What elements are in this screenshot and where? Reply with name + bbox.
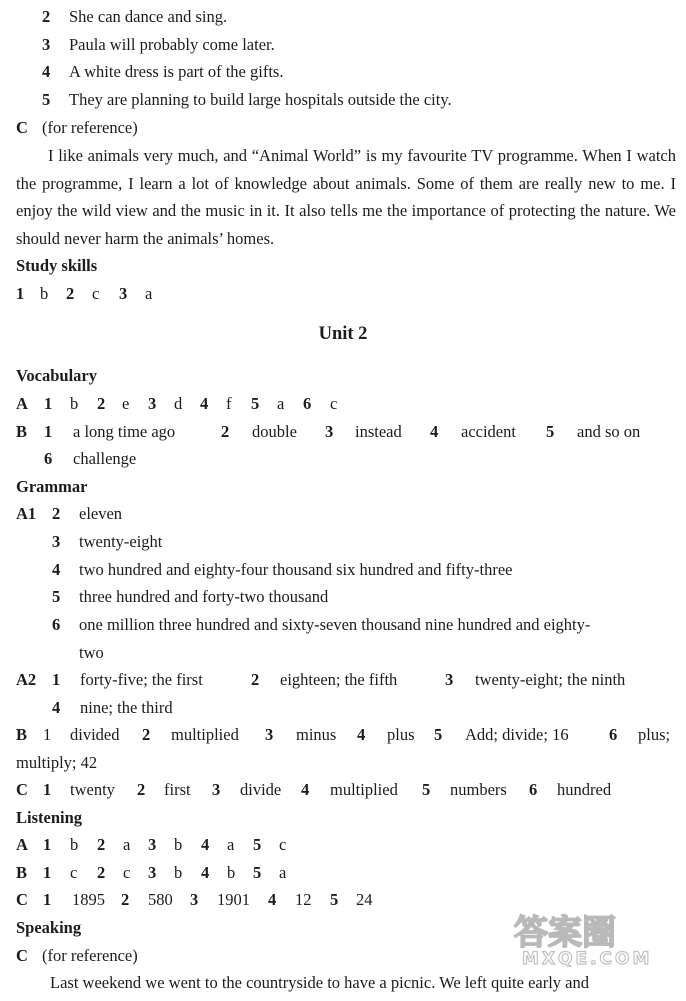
answer-value: a [145, 284, 153, 303]
section-letter: C [16, 780, 28, 799]
answer-value: c [123, 863, 131, 882]
item-number: 3 [42, 35, 51, 54]
answer-value: one million three hundred and sixty-seven thousand nine hundred and eighty- [79, 615, 591, 634]
answer-value: double [252, 422, 297, 441]
section-label: (for reference) [42, 118, 138, 137]
answer-number: 6 [529, 780, 538, 799]
section-label: (for reference) [42, 946, 138, 965]
watermark-url: MXQE.COM [522, 949, 653, 968]
answer-number: 5 [253, 863, 262, 882]
answer-number: 3 [52, 532, 61, 551]
answer-number: 2 [97, 863, 106, 882]
section-letter: C [16, 946, 28, 965]
answer-number: 1 [43, 863, 52, 882]
section-letter: A [16, 394, 28, 413]
answer-value: b [70, 835, 79, 854]
answer-number: 1 [43, 725, 52, 744]
item-number: 5 [42, 90, 51, 109]
section-letter: B [16, 863, 28, 882]
answer-number: 3 [265, 725, 274, 744]
answer-number: 3 [445, 670, 454, 689]
reference-paragraph: I like animals very much, and “Animal World” is my favourite TV programme. When I watch the programme, I learn a lot of knowledge about animals. Some of them are really new to me. I enjoy the wild view and the music in it. It also tells me the importance of protecting the nature. We should never harm the animals’ homes. [16, 146, 676, 248]
answer-value: Add; divide; 16 [465, 725, 569, 744]
answer-value: instead [355, 422, 402, 441]
answer-number: 5 [422, 780, 431, 799]
item-text: She can dance and sing. [69, 7, 228, 26]
answer-number: 2 [221, 422, 230, 441]
answer-number: 5 [330, 890, 339, 909]
answer-number: 1 [52, 670, 61, 689]
answer-value: twenty [70, 780, 115, 799]
answer-number: 2 [97, 835, 106, 854]
section-letter: C [16, 118, 28, 137]
answer-value: minus [296, 725, 337, 744]
answer-number: 6 [52, 615, 61, 634]
answer-number: 4 [201, 835, 210, 854]
answer-value: eighteen; the fifth [280, 670, 398, 689]
watermark-text: 答案圈 [514, 913, 616, 953]
answer-value: b [174, 863, 183, 882]
answer-value: eleven [79, 504, 123, 523]
answer-value: multiply; 42 [16, 753, 98, 772]
answer-number: 2 [97, 394, 106, 413]
answer-value: a [227, 835, 235, 854]
answer-value: two hundred and eighty-four thousand six hundred and fifty-three [79, 560, 513, 579]
answer-value: challenge [73, 449, 137, 468]
answer-value: three hundred and forty-two thousand [79, 587, 329, 606]
answer-value: hundred [557, 780, 612, 799]
listening-heading: Listening [16, 808, 83, 827]
section-label: A2 [16, 670, 37, 689]
answer-number: 4 [268, 890, 277, 909]
section-label: A1 [16, 504, 37, 523]
answer-number: 1 [44, 422, 53, 441]
answer-number: 2 [137, 780, 146, 799]
answer-number: 6 [303, 394, 312, 413]
answer-value: 24 [356, 890, 373, 909]
answer-number: 3 [148, 835, 157, 854]
answer-value: numbers [450, 780, 507, 799]
answer-value: b [40, 284, 49, 303]
answer-number: 1 [43, 835, 52, 854]
answer-value: a [123, 835, 131, 854]
answer-value: two [79, 643, 104, 662]
answer-value: plus; [638, 725, 671, 744]
answer-value: e [122, 394, 130, 413]
speaking-paragraph: Last weekend we went to the countryside to have a picnic. We left quite early and [50, 973, 590, 992]
answer-number: 3 [119, 284, 128, 303]
answer-number: 3 [325, 422, 334, 441]
answer-number: 1 [43, 780, 52, 799]
answer-value: c [92, 284, 100, 303]
item-number: 4 [42, 62, 51, 81]
answer-value: c [279, 835, 287, 854]
answer-number: 2 [142, 725, 151, 744]
answer-number: 4 [301, 780, 310, 799]
answer-number: 3 [212, 780, 221, 799]
answer-number: 2 [121, 890, 130, 909]
answer-value: c [330, 394, 338, 413]
item-number: 2 [42, 7, 51, 26]
answer-value: twenty-eight [79, 532, 163, 551]
watermark-logo [508, 908, 684, 968]
answer-number: 4 [430, 422, 439, 441]
answer-number: 5 [251, 394, 260, 413]
answer-value: 1901 [217, 890, 250, 909]
answer-number: 4 [52, 698, 61, 717]
answer-number: 4 [201, 863, 210, 882]
speaking-heading: Speaking [16, 918, 82, 937]
answer-number: 5 [546, 422, 555, 441]
answer-value: b [174, 835, 183, 854]
answer-value: 580 [148, 890, 173, 909]
answer-value: a long time ago [73, 422, 176, 441]
answer-value: plus [387, 725, 415, 744]
unit-title: Unit 2 [318, 324, 368, 344]
answer-value: multiplied [330, 780, 398, 799]
answer-value: divided [70, 725, 120, 744]
answer-number: 4 [357, 725, 366, 744]
answer-number: 3 [148, 863, 157, 882]
item-text: They are planning to build large hospitals outside the city. [69, 90, 452, 109]
answer-value: 1895 [72, 890, 105, 909]
answer-value: multiplied [171, 725, 239, 744]
answer-number: 5 [434, 725, 443, 744]
answer-number: 4 [52, 560, 61, 579]
answer-number: 6 [609, 725, 618, 744]
item-text: Paula will probably come later. [69, 35, 275, 54]
answer-value: f [226, 394, 232, 413]
section-letter: C [16, 890, 28, 909]
answer-number: 2 [251, 670, 260, 689]
answer-value: b [70, 394, 79, 413]
answer-value: accident [461, 422, 516, 441]
section-letter: B [16, 422, 28, 441]
answer-number: 4 [200, 394, 209, 413]
answer-value: twenty-eight; the ninth [475, 670, 626, 689]
answer-value: 12 [295, 890, 312, 909]
answer-number: 5 [253, 835, 262, 854]
grammar-heading: Grammar [16, 477, 88, 496]
section-letter: A [16, 835, 28, 854]
section-letter: B [16, 725, 28, 744]
vocabulary-heading: Vocabulary [16, 366, 97, 385]
answer-number: 3 [190, 890, 199, 909]
answer-value: forty-five; the first [80, 670, 203, 689]
study-skills-heading: Study skills [16, 256, 98, 275]
answer-value: a [279, 863, 287, 882]
answer-number: 1 [16, 284, 25, 303]
answer-number: 2 [52, 504, 61, 523]
answer-value: a [277, 394, 285, 413]
answer-value: d [174, 394, 183, 413]
item-text: A white dress is part of the gifts. [69, 62, 284, 81]
answer-value: nine; the third [80, 698, 173, 717]
answer-number: 6 [44, 449, 53, 468]
answer-value: divide [240, 780, 282, 799]
answer-value: c [70, 863, 78, 882]
answer-number: 3 [148, 394, 157, 413]
answer-value: first [164, 780, 191, 799]
answer-value: b [227, 863, 236, 882]
answer-number: 1 [44, 394, 53, 413]
answer-number: 5 [52, 587, 61, 606]
answer-number: 1 [43, 890, 52, 909]
answer-value: and so on [577, 422, 641, 441]
answer-number: 2 [66, 284, 75, 303]
